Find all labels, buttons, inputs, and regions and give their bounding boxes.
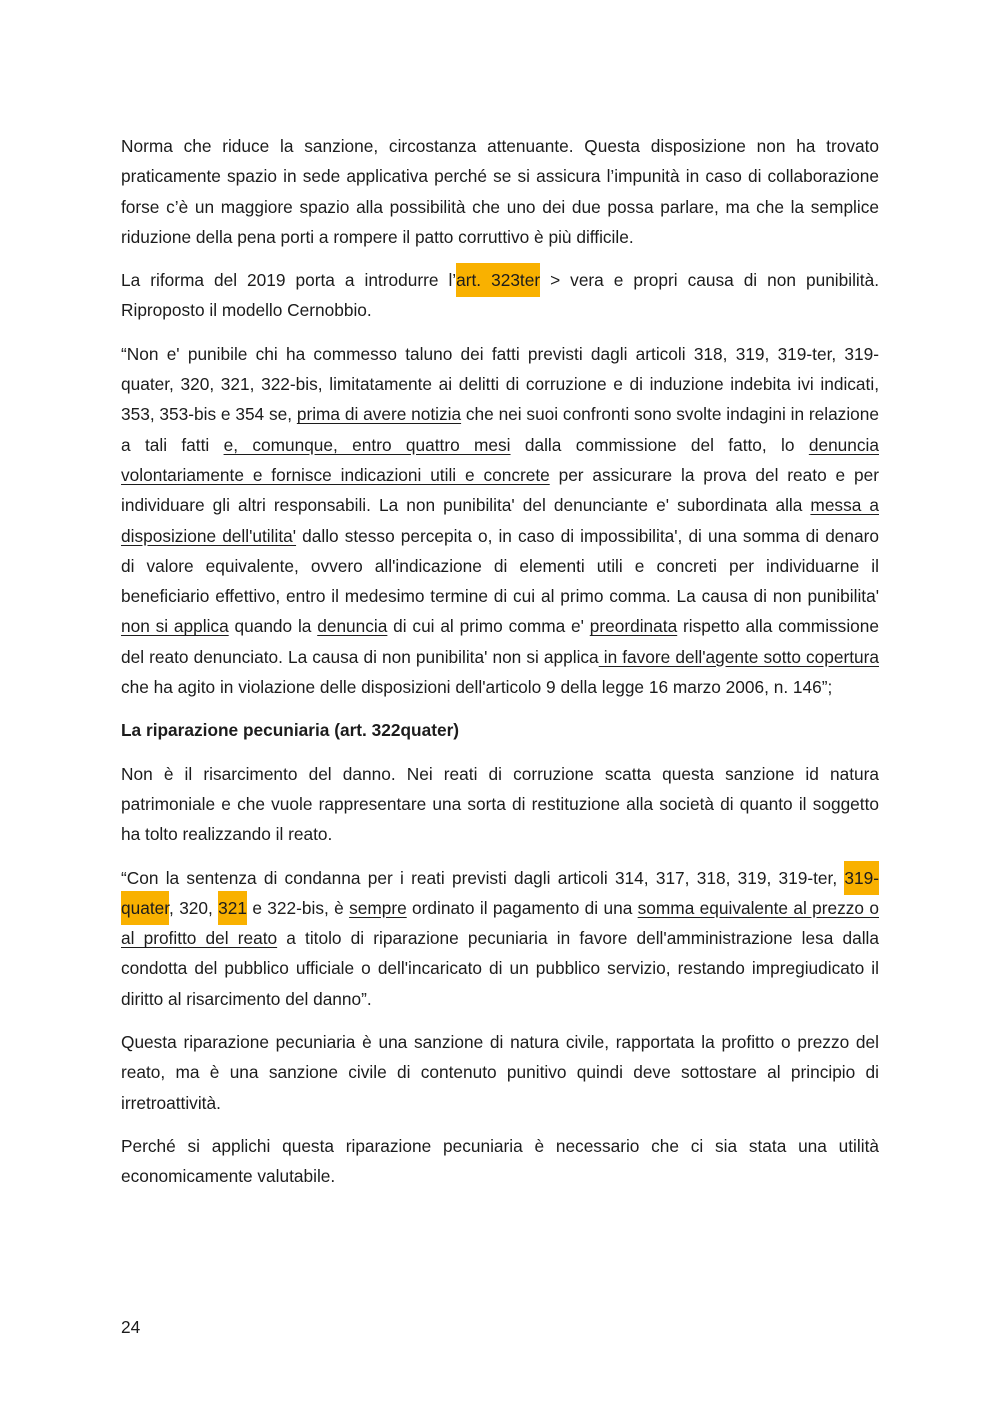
underlined-text: denuncia volontariamente e fornisce indicazioni utili e concrete	[121, 434, 879, 485]
underlined-text: in favore dell'agente sotto copertura	[598, 646, 879, 667]
highlight-art-323ter: art. 323ter	[456, 263, 540, 297]
highlight-319-quater: 319-quater	[121, 861, 879, 925]
highlight-321: 321	[218, 891, 247, 925]
paragraph-riforma-2019	[121, 265, 879, 326]
underlined-text: non si applica	[121, 616, 229, 637]
underlined-text: sempre	[349, 897, 407, 918]
text-segment: di cui al primo comma e'	[387, 616, 590, 637]
text-segment: quando la	[228, 616, 318, 637]
document-body	[121, 131, 879, 1205]
text-segment: e 322-bis, è	[247, 897, 350, 918]
underlined-text: somma equivalente al prezzo o al profitto del reato	[121, 897, 879, 949]
paragraph-quote-condanna	[121, 863, 879, 1014]
text-segment: per assicurare la prova del reato e per individuare gli altri responsabili. La non punibilita' del denunciante e' subordinata alla	[121, 464, 879, 516]
paragraph-utilita: Perché si applichi questa riparazione pecuniaria è necessario che ci sia stata una utilità economicamente valutabile.	[121, 1135, 879, 1187]
text-segment: > vera e propri causa di non punibilità. Riproposto il modello Cernobbio.	[121, 270, 879, 321]
underlined-text: e, comunque, entro quattro mesi	[223, 434, 511, 455]
text-segment: rispetto alla commissione del reato denunciato. La causa di non punibilita' non si applica	[121, 616, 879, 667]
text-segment: La riforma del 2019 porta a introdurre l’	[121, 270, 457, 291]
text-segment: “Non e' punibile chi ha commesso taluno dei fatti previsti dagli articoli 318, 319, 319-ter, 319-quater, 320, 321, 322-bis, limitatamente ai delitti di corruzione e di induzione indebita ivi indicati, 353, 353-bis e 354 se,	[121, 343, 879, 425]
text-segment: “Con la sentenza di condanna per i reati previsti dagli articoli 314, 317, 318, 319, 319-ter,	[121, 867, 845, 888]
text-segment: che ha agito in violazione delle disposizioni dell'articolo 9 della legge 16 marzo 2006, n. 146”;	[121, 677, 833, 698]
section-heading: La riparazione pecuniaria (art. 322quater)	[121, 720, 460, 741]
paragraph-natura-civile: Questa riparazione pecuniaria è una sanzione di natura civile, rapportata la profitto o prezzo del reato, ma è una sanzione civile di contenuto punitivo quindi deve sottostare al principio di irretroattività.	[121, 1032, 879, 1113]
underlined-text: messa a disposizione dell'utilita'	[121, 495, 879, 546]
text-segment: dalla commissione del fatto, lo	[510, 434, 809, 455]
underlined-text: prima di avere notizia	[296, 404, 462, 425]
text-segment: dallo stesso percepita o, in caso di impossibilita', di una somma di denaro di valore equivalente, ovvero all'indicazione di elementi utili e concreti per individuarne il beneficiario effettivo, entro il medesimo termine di cui al primo comma. La causa di non punibilita'	[121, 525, 880, 607]
paragraph-risarcimento: Non è il risarcimento del danno. Nei reati di corruzione scatta questa sanzione id natura patrimoniale e che vuole rappresentare una sorta di restituzione alla società di quanto il soggetto ha tolto realizzando il reato.	[121, 763, 879, 845]
text-segment: che nei suoi confronti sono svolte indagini in relazione a tali fatti	[121, 404, 879, 455]
paragraph-attenuante: Norma che riduce la sanzione, circostanza attenuante. Questa disposizione non ha trovato praticamente spazio in sede applicativa perché se si assicura l’impunità in caso di collaborazione forse c’è un maggiore spazio alla possibilità che uno dei due possa parlare, ma che la semplice riduzione della pena porti a rompere il patto corruttivo è più difficile.	[121, 136, 879, 247]
page-number: 24	[121, 1317, 141, 1337]
text-segment: ordinato il pagamento di una	[406, 897, 638, 918]
text-segment: , 320,	[169, 897, 219, 918]
paragraph-quote-art-323ter	[121, 339, 879, 703]
text-segment: a titolo di riparazione pecuniaria in favore dell'amministrazione lesa dalla condotta del pubblico ufficiale o dell'incaricato di un pubblico servizio, restando impregiudicato il diritto al risarcimento del danno”.	[121, 928, 879, 1009]
underlined-text: denuncia	[317, 616, 388, 637]
underlined-text: preordinata	[589, 616, 678, 637]
